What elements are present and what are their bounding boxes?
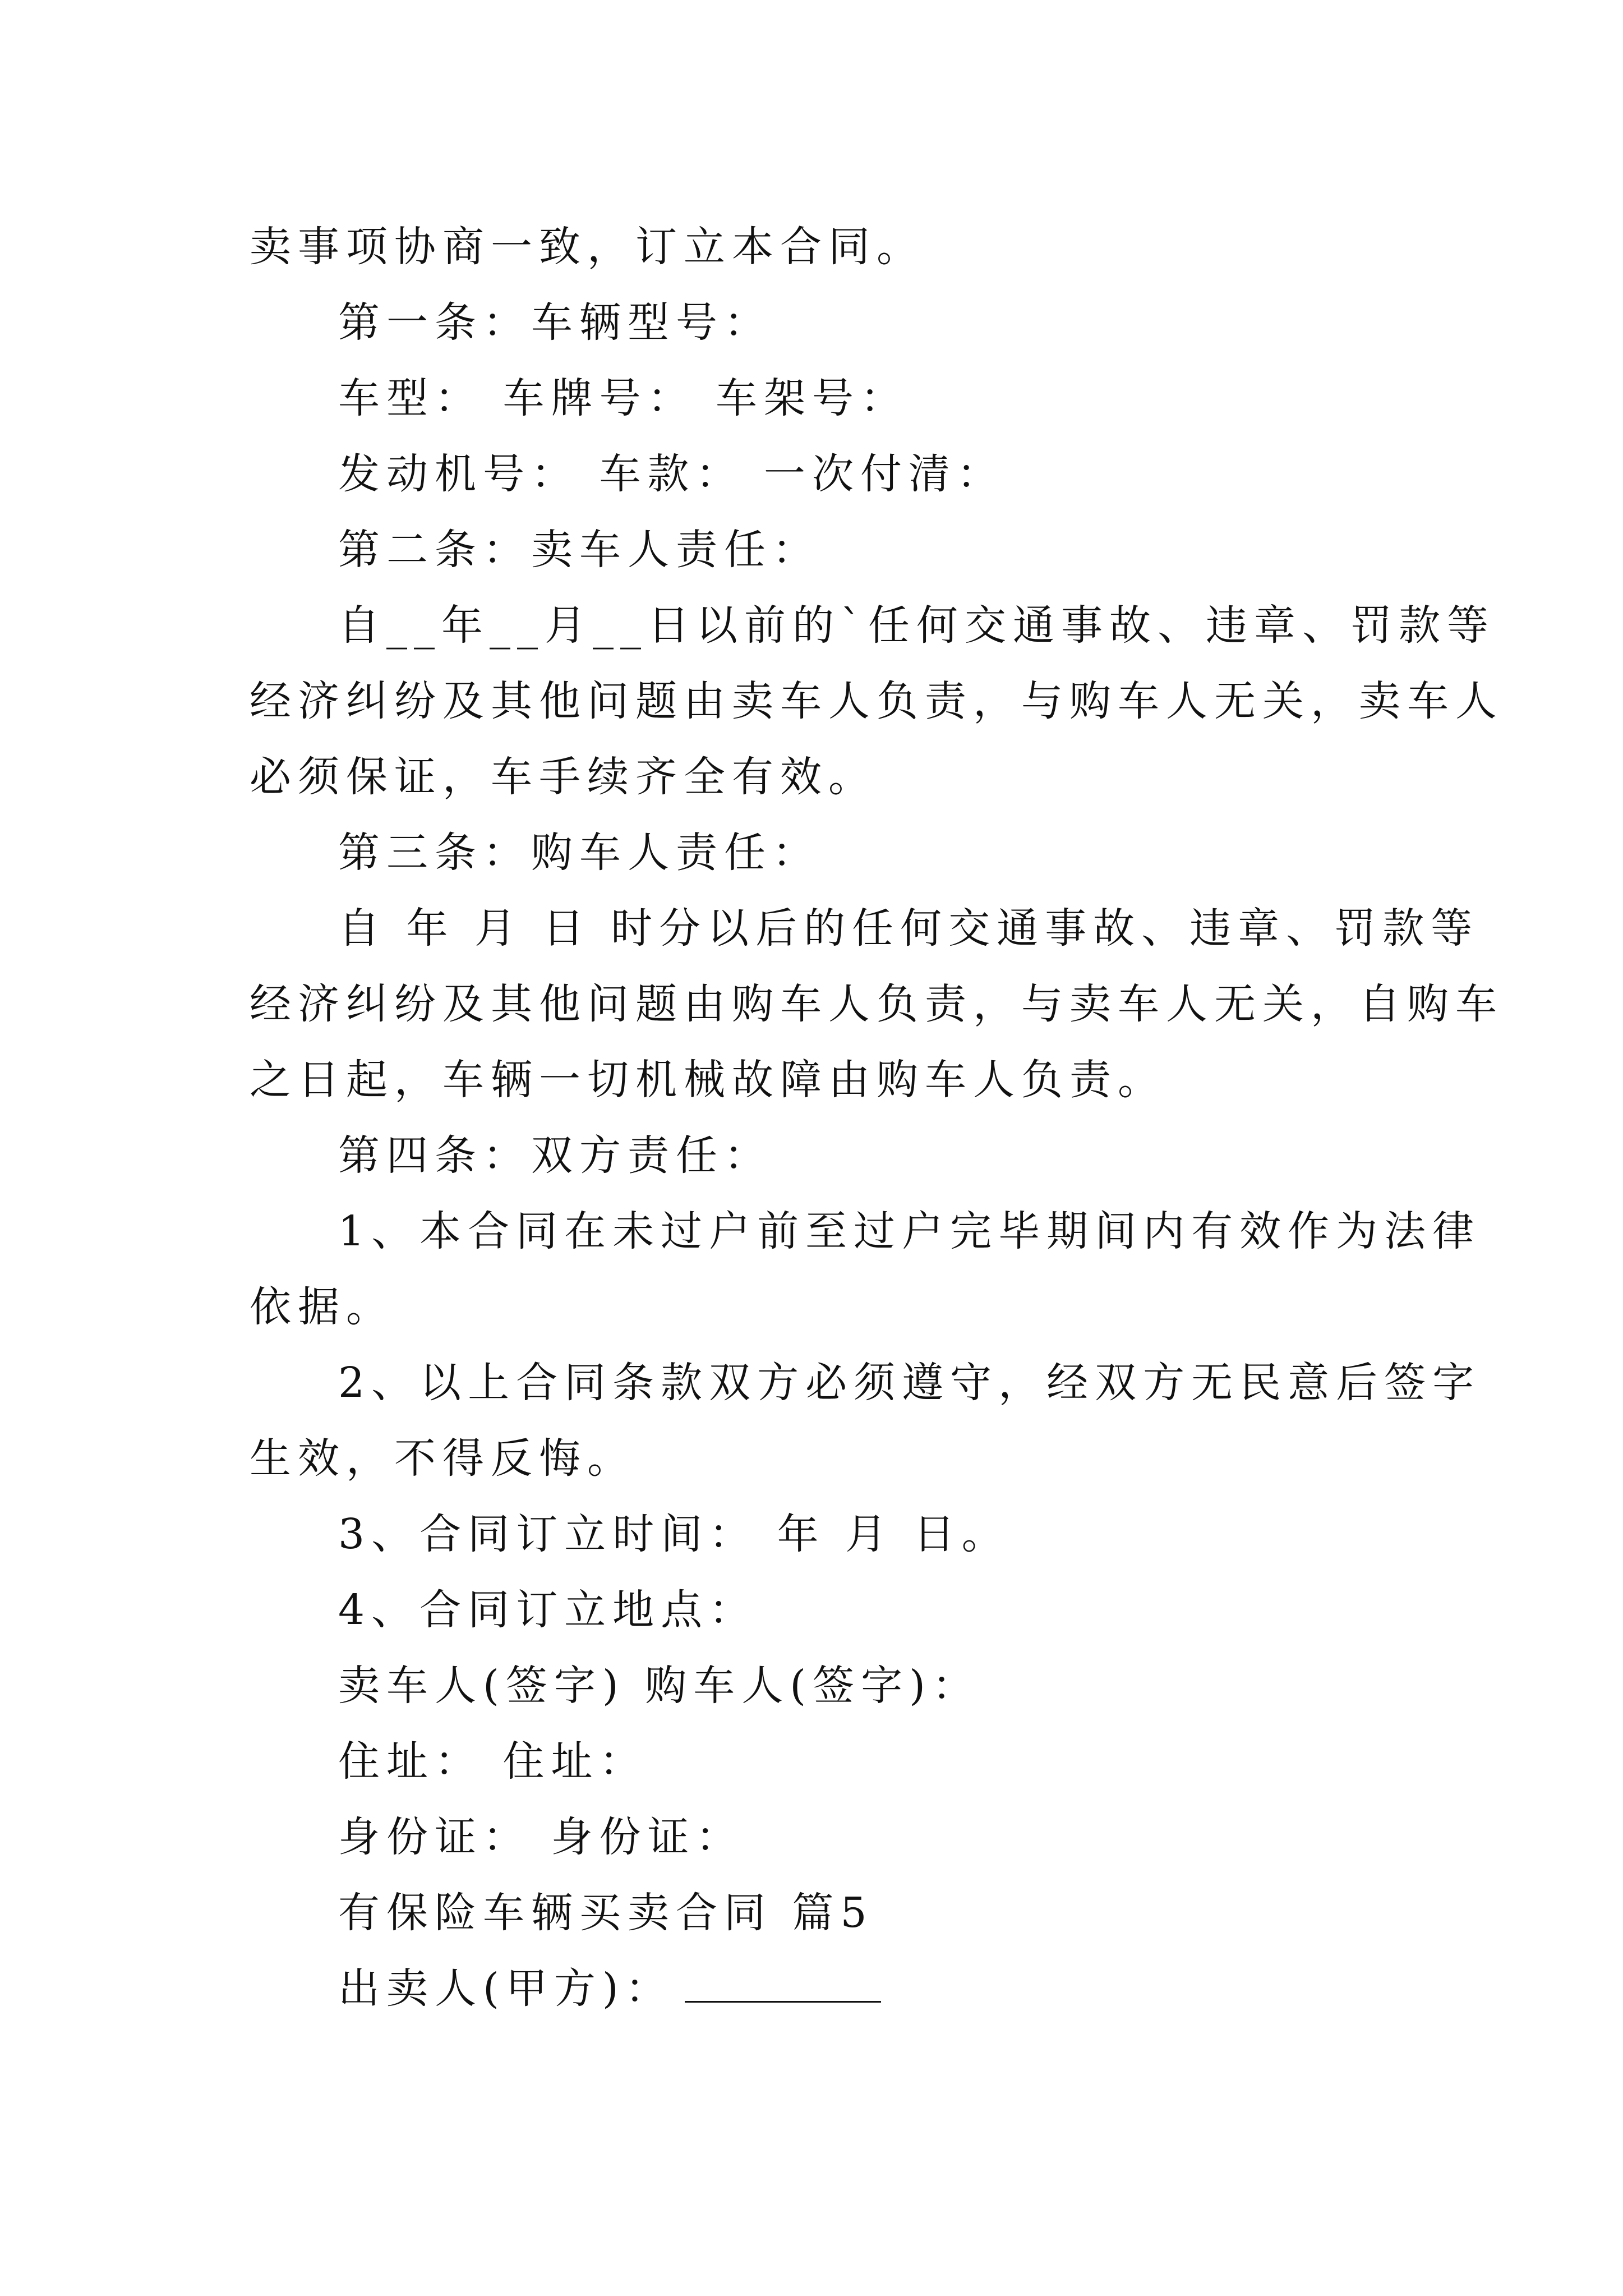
paragraph-line: 经济纠纷及其他问题由购车人负责，与卖车人无关，自购车 (250, 980, 1504, 1028)
clause-2-line: 2、以上合同条款双方必须遵守，经双方无民意后签字 (338, 1359, 1481, 1407)
signature-line: 卖车人(签字) 购车人(签字)： (338, 1662, 981, 1710)
address-line: 住址： 住址： (338, 1737, 648, 1786)
article-1-heading: 第一条：车辆型号： (338, 298, 772, 347)
clause-1-line: 依据。 (250, 1283, 394, 1331)
seller-line (338, 1962, 1404, 2016)
seller-blank (685, 1967, 881, 2003)
paragraph-line: 自__年__月__日以前的`任何交通事故、违章、罚款等 (338, 601, 1495, 650)
article-2-heading: 第二条：卖车人责任： (338, 526, 820, 574)
seller-label: 出卖人(甲方)： (338, 1964, 674, 2013)
paragraph-line: 经济纠纷及其他问题由卖车人负责，与购车人无关，卖车人 (250, 677, 1504, 725)
paragraph-line: 之日起，车辆一切机械故障由购车人负责。 (250, 1056, 1166, 1104)
clause-4-line: 4、合同订立地点： (338, 1586, 758, 1634)
engine-payment-line: 发动机号： 车款： 一次付清： (338, 450, 1006, 498)
paragraph-line: 必须保证，车手续齐全有效。 (250, 753, 877, 801)
clause-1-line: 1、本合同在未过户前至过户完毕期间内有效作为法律 (338, 1207, 1481, 1255)
vehicle-fields-line: 车型： 车牌号： 车架号： (338, 374, 909, 422)
clause-3-line: 3、合同订立时间： 年 月 日。 (338, 1510, 1010, 1558)
clause-2-line: 生效，不得反悔。 (250, 1434, 635, 1483)
section-title: 有保险车辆买卖合同 篇5 (338, 1889, 874, 1937)
article-3-heading: 第三条：购车人责任： (338, 829, 820, 877)
article-4-heading: 第四条：双方责任： (338, 1131, 772, 1180)
id-card-line: 身份证： 身份证： (338, 1813, 744, 1861)
paragraph-line: 自 年 月 日 时分以后的任何交通事故、违章、罚款等 (338, 904, 1479, 953)
paragraph-line: 卖事项协商一致，订立本合同。 (250, 223, 925, 271)
